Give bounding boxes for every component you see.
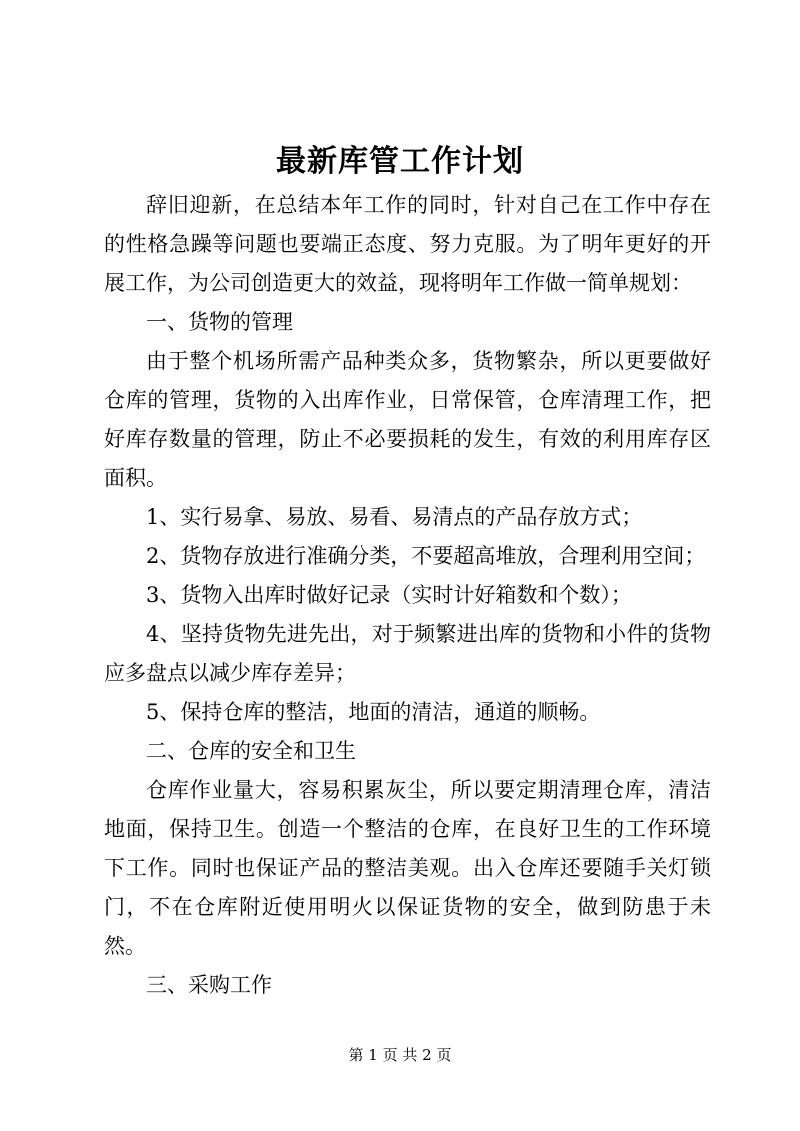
goods-management-paragraph: 由于整个机场所需产品种类众多，货物繁杂，所以更要做好仓库的管理，货物的入出库作业，日常保管，仓库清理工作，把好库存数量的管理，防止不必要损耗的发生，有效的利用库存区面积。 — [104, 349, 711, 490]
list-item-5: 5、保持仓库的整洁，地面的清洁，通道的顺畅。 — [146, 700, 601, 724]
section-heading-goods-management: 一、货物的管理 — [146, 310, 293, 334]
list-item-1: 1、实行易拿、易放、易看、易清点的产品存放方式； — [146, 505, 643, 529]
intro-paragraph: 辞旧迎新，在总结本年工作的同时，针对自己在工作中存在的性格急躁等问题也要端正态度、努力克服。为了明年更好的开展工作，为公司创造更大的效益，现将明年工作做一简单规划： — [104, 193, 711, 295]
list-item-3: 3、货物入出库时做好记录（实时计好箱数和个数）； — [146, 583, 632, 607]
safety-hygiene-paragraph: 仓库作业量大，容易积累灰尘，所以要定期清理仓库，清洁地面，保持卫生。创造一个整洁的仓库，在良好卫生的工作环境下工作。同时也保证产品的整洁美观。出入仓库还要随手关灯锁门，不在仓库附近使用明火以保证货物的安全，做到防患于未然。 — [104, 778, 711, 958]
section-heading-procurement: 三、采购工作 — [146, 973, 272, 997]
list-item-4: 4、坚持货物先进先出，对于频繁进出库的货物和小件的货物应多盘点以减少库存差异； — [104, 622, 711, 685]
page-footer: 第 1 页 共 2 页 — [348, 1046, 452, 1064]
section-heading-safety-hygiene: 二、仓库的安全和卫生 — [146, 739, 356, 763]
document-title: 最新库管工作计划 — [276, 144, 524, 179]
document-body — [104, 186, 711, 1005]
list-item-2: 2、货物存放进行准确分类，不要超高堆放，合理利用空间； — [146, 544, 706, 568]
